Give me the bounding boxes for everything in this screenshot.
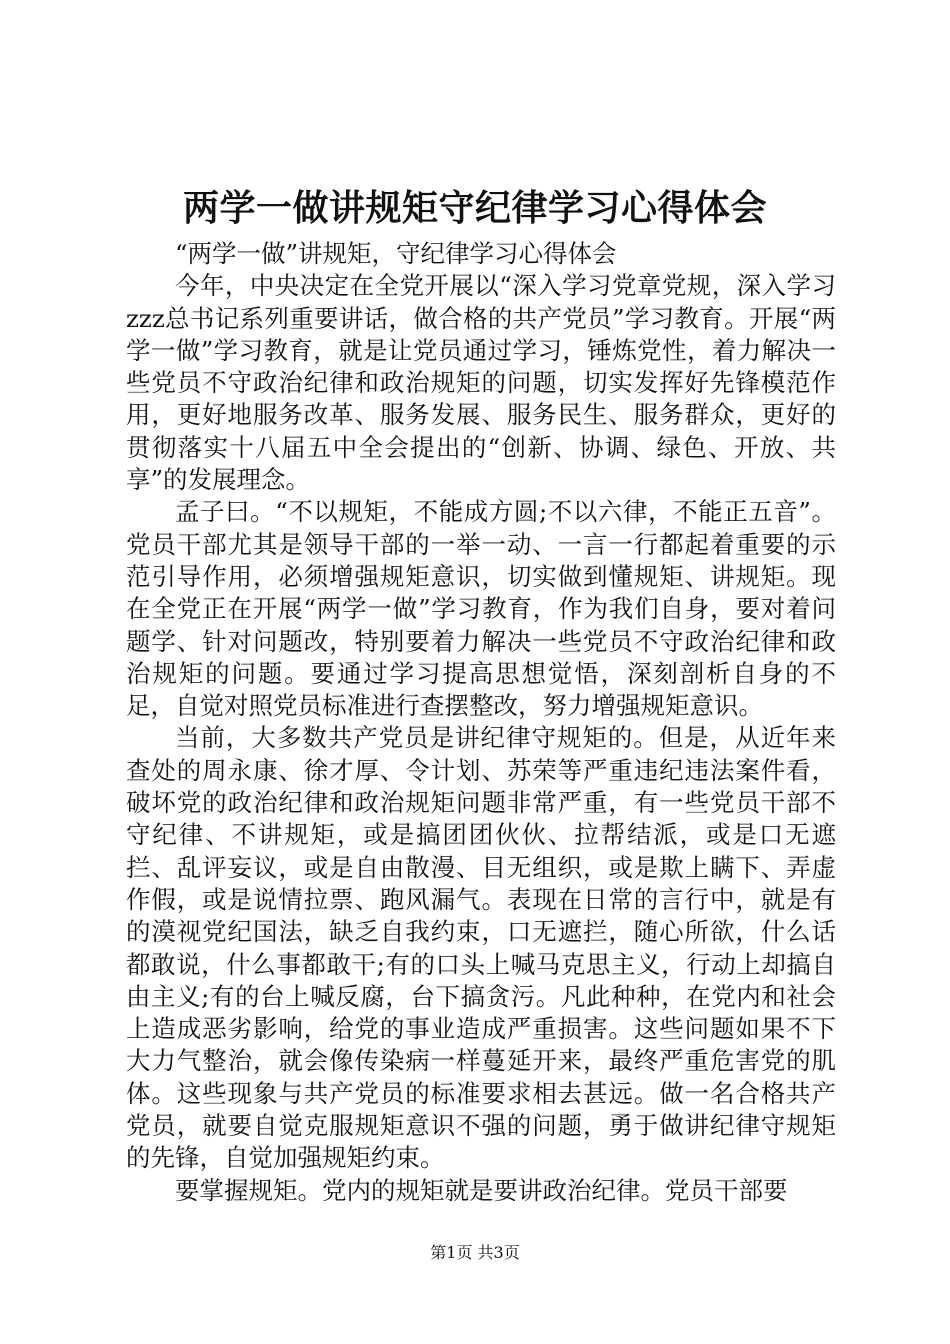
document-title: 两学一做讲规矩守纪律学习心得体会 [182, 187, 767, 229]
paragraph-mencius: 孟子曰。“不以规矩，不能成方圆;不以六律，不能正五音”。党员干部尤其是领导干部的一举一动、一言一行都起着重要的示范引导作用，必须增强规矩意识，切实做到懂规矩、讲规矩。现在全党正在开展“两学一做”学习教育，作为我们自身，要对着问题学、针对问题改，特别要着力解决一些党员不守政治纪律和政治规矩的问题。要通过学习提高思想觉悟，深刻剖析自身的不足，自觉对照党员标准进行查摆整改，努力增强规矩意识。 [126, 497, 836, 721]
paragraph-master-rules: 要掌握规矩。党内的规矩就是要讲政治纪律。党员干部要 [175, 1175, 788, 1205]
paragraph-subtitle: “两学一做”讲规矩，守纪律学习心得体会 [175, 239, 617, 268]
paragraph-current: 当前，大多数共产党员是讲纪律守规矩的。但是，从近年来查处的周永康、徐才厚、令计划、苏荣等严重违纪违法案件看，破坏党的政治纪律和政治规矩问题非常严重，有一些党员干部不守纪律、不讲规矩，或是搞团团伙伙、拉帮结派，或是口无遮拦、乱评妄议，或是自由散漫、目无组织，或是欺上瞒下、弄虚作假，或是说情拉票、跑风漏气。表现在日常的言行中，就是有的漠视党纪国法，缺乏自我约束，口无遮拦，随心所欲，什么话都敢说，什么事都敢干;有的口头上喊马克思主义，行动上却搞自由主义;有的台上喊反腐，台下搞贪污。凡此种种，在党内和社会上造成恶劣影响，给党的事业造成严重损害。这些问题如果不下大力气整治，就会像传染病一样蔓延开来，最终严重危害党的肌体。这些现象与共产党员的标准要求相去甚远。做一名合格共产党员，就要自觉克服规矩意识不强的问题，勇于做讲纪律守规矩的先锋，自觉加强规矩约束。 [126, 723, 836, 1173]
page-number-footer: 第1页 共3页 [430, 1243, 520, 1262]
document-body [126, 238, 836, 1207]
paragraph-intro: 今年，中央决定在全党开展以“深入学习党章党规，深入学习zzz总书记系列重要讲话，做合格的共产党员”学习教育。开展“两学一做”学习教育，就是让党员通过学习，锤炼党性，着力解决一些党员不守政治纪律和政治规矩的问题，切实发挥好先锋模范作用，更好地服务改革、服务发展、服务民生、服务群众，更好的贯彻落实十八届五中全会提出的“创新、协调、绿色、开放、共享”的发展理念。 [126, 271, 836, 495]
